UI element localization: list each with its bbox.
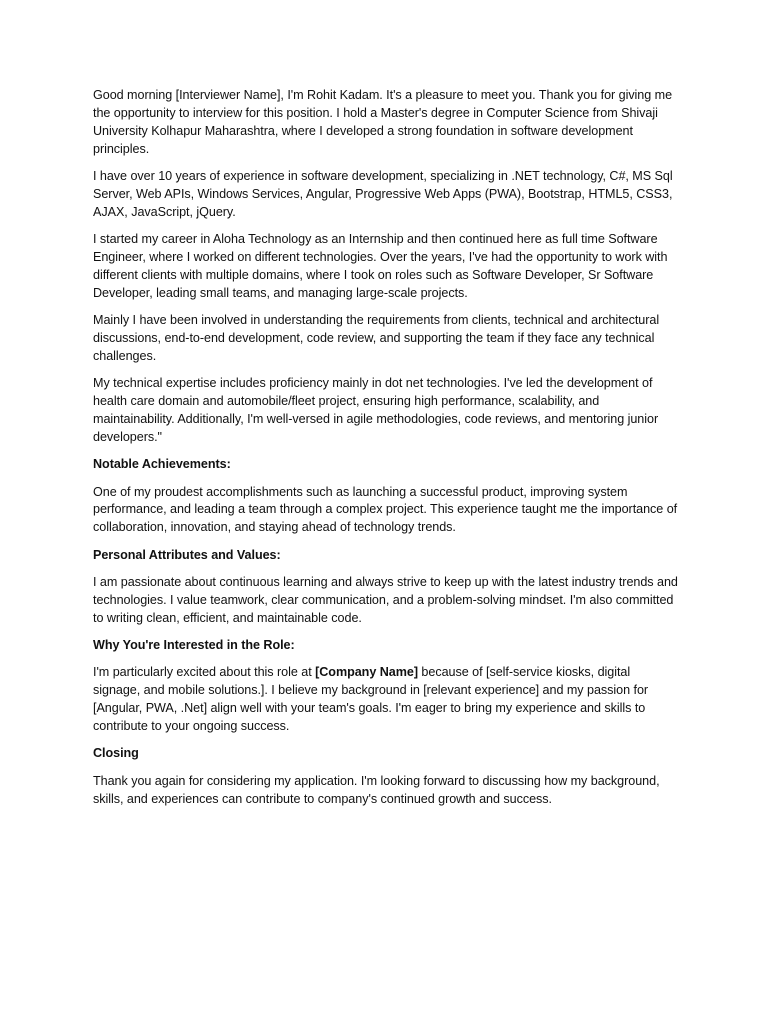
intro-paragraph-greeting: Good morning [Interviewer Name], I'm Rohit Kadam. It's a pleasure to meet you. Thank you for giving me the opportunity to interview for this position. I hold a Master's degree in Computer Science from Shivaji University Kolhapur Maharashtra, where I developed a strong foundation in software development principles. [93,88,673,156]
role-paragraph [93,664,678,736]
role-text-before: I'm particularly excited about this role at [93,665,316,680]
intro-paragraph-expertise: My technical expertise includes proficiency mainly in dot net technologies. I've led the development of health care domain and automobile/fleet project, ensuring high performance, scalability, and maintainability. Additionally, I'm well-versed in agile methodologies, code reviews, and mentoring junior developers." [93,376,659,444]
attributes-paragraph: I am passionate about continuous learning and always strive to keep up with the latest industry trends and technologies. I value teamwork, clear communication, and a problem-solving mindset. I'm also committed to writing clean, efficient, and maintainable code. [93,574,678,625]
role-heading: Why You're Interested in the Role: [93,638,295,653]
attributes-heading: Personal Attributes and Values: [93,547,281,562]
company-name-placeholder: [Company Name] [315,665,418,680]
intro-paragraph-experience: I have over 10 years of experience in software development, specializing in .NET technology, C#, MS Sql Server, Web APIs, Windows Services, Angular, Progressive Web Apps (PWA), Bootstrap, HTML5, CSS3, AJAX, JavaScript, jQuery. [93,169,673,219]
role-text-after: because of [self-service kiosks, digital signage, and mobile solutions.]. I believe my background in [relevant experience] and my passion for [Angular, PWA, .Net] align well with your team's goals. I'm eager to bring my experience and skills to contribute to your ongoing success. [93,665,649,734]
closing-paragraph: Thank you again for considering my application. I'm looking forward to discussing how my background, skills, and experiences can contribute to company's continued growth and success. [93,773,660,806]
closing-heading: Closing [93,746,139,761]
achievements-heading: Notable Achievements: [93,457,231,472]
intro-paragraph-career: I started my career in Aloha Technology as an Internship and then continued here as full time Software Engineer, where I worked on different technologies. Over the years, I've had the opportunity to work with different clients with multiple domains, where I took on roles such as Software Developer, Sr Software Developer, leading small teams, and managing large-scale projects. [93,232,668,300]
document-page [93,87,678,818]
achievements-paragraph: One of my proudest accomplishments such as launching a successful product, improving system performance, and leading a team through a complex project. This experience taught me the importance of collaboration, innovation, and staying ahead of technology trends. [93,484,678,535]
intro-paragraph-responsibilities: Mainly I have been involved in understanding the requirements from clients, technical and architectural discussions, end-to-end development, code review, and supporting the team if they face any technical challenges. [93,313,660,363]
